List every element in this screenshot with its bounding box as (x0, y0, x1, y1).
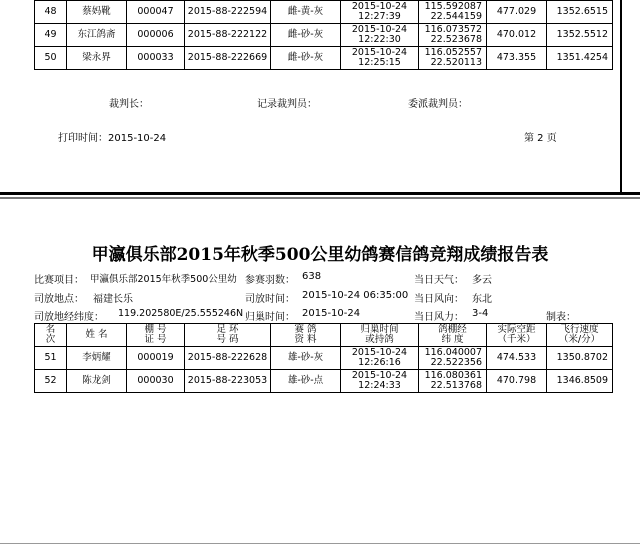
table-row (35, 1, 613, 24)
loft-no-cell: 000030 (127, 370, 185, 393)
speed-cell: 1352.5512 (547, 24, 613, 47)
header-loft-coord: 鸽棚经 纬 度 (419, 324, 487, 347)
name-cell: 梁永界 (67, 47, 127, 70)
name-cell: 蔡妈靴 (67, 1, 127, 24)
distance-cell: 473.355 (487, 47, 547, 70)
loft-coord-cell: 116.080361 22.513768 (419, 370, 487, 393)
release-coord-label: 司放地经纬度： (34, 312, 104, 323)
entries-label: 参赛羽数： (245, 275, 295, 286)
header-distance: 实际空距 （千米） (487, 324, 547, 347)
table-row (35, 47, 613, 70)
name-cell: 东江鸽斋 (67, 24, 127, 47)
release-coord-value: 119.202580E/25.555246N (118, 308, 244, 319)
page-number: 第 2 页 (524, 133, 557, 144)
referee-chief-label: 裁判长： (109, 99, 149, 110)
speed-cell: 1351.4254 (547, 47, 613, 70)
race-label: 比赛项目： (34, 275, 84, 286)
distance-cell: 470.012 (487, 24, 547, 47)
loft-coord-cell: 116.040007 22.522356 (419, 347, 487, 370)
ring-no-cell: 2015-88-222628 (185, 347, 271, 370)
return-time-cell: 2015-10-24 12:25:15 (341, 47, 419, 70)
ring-no-cell: 2015-88-222669 (185, 47, 271, 70)
wind-force-label: 当日风力： (414, 312, 464, 323)
dispatch-referee-label: 委派裁判员： (408, 99, 468, 110)
results-table-page-2 (34, 0, 613, 70)
name-cell: 陈龙剑 (67, 370, 127, 393)
weather-label: 当日天气： (414, 275, 464, 286)
release-place-label: 司放地点： (34, 294, 84, 305)
rank-cell: 52 (35, 370, 67, 393)
pigeon-info-cell: 雄-砂-点 (271, 370, 341, 393)
wind-force-value: 3-4 (472, 308, 489, 319)
report-page-3 (0, 200, 640, 544)
return-time-value: 2015-10-24 (302, 308, 361, 319)
pigeon-info-cell: 雌-砂-灰 (271, 47, 341, 70)
ring-no-cell: 2015-88-223053 (185, 370, 271, 393)
loft-no-cell: 000006 (127, 24, 185, 47)
ring-no-cell: 2015-88-222594 (185, 1, 271, 24)
header-loft-no: 棚 号 证 号 (127, 324, 185, 347)
table-row (35, 347, 613, 370)
entries-value: 638 (302, 271, 322, 282)
weather-value: 多云 (472, 275, 492, 286)
distance-cell: 477.029 (487, 1, 547, 24)
distance-cell: 470.798 (487, 370, 547, 393)
table-header-row (35, 324, 613, 347)
page-edge (620, 0, 622, 192)
rank-cell: 50 (35, 47, 67, 70)
report-page-2 (0, 0, 640, 192)
header-ring-no: 足 环 号 码 (185, 324, 271, 347)
maker-label: 制表： (546, 312, 576, 323)
rank-cell: 51 (35, 347, 67, 370)
speed-cell: 1350.8702 (547, 347, 613, 370)
header-name: 姓 名 (67, 324, 127, 347)
release-place-value: 福建长乐 (93, 294, 133, 305)
ring-no-cell: 2015-88-222122 (185, 24, 271, 47)
rank-cell: 49 (35, 24, 67, 47)
report-title: 甲瀛俱乐部2015年秋季500公里幼鸽赛信鸽竞翔成绩报告表 (91, 245, 549, 265)
wind-direction-label: 当日风向： (414, 294, 464, 305)
wind-direction-value: 东北 (472, 294, 492, 305)
results-table-page-3 (34, 323, 613, 393)
record-referee-label: 记录裁判员： (257, 99, 317, 110)
name-cell: 李炳耀 (67, 347, 127, 370)
release-time-label: 司放时间： (245, 294, 295, 305)
return-time-cell: 2015-10-24 12:26:16 (341, 347, 419, 370)
return-time-cell: 2015-10-24 12:27:39 (341, 1, 419, 24)
pigeon-info-cell: 雄-砂-灰 (271, 347, 341, 370)
loft-coord-cell: 116.073572 22.523678 (419, 24, 487, 47)
return-time-cell: 2015-10-24 12:24:33 (341, 370, 419, 393)
distance-cell: 474.533 (487, 347, 547, 370)
return-time-cell: 2015-10-24 12:22:30 (341, 24, 419, 47)
speed-cell: 1352.6515 (547, 1, 613, 24)
table-row (35, 370, 613, 393)
header-pigeon-info: 赛 鸽 资 料 (271, 324, 341, 347)
loft-no-cell: 000019 (127, 347, 185, 370)
speed-cell: 1346.8509 (547, 370, 613, 393)
race-value: 甲瀛俱乐部2015年秋季500公里幼 (90, 274, 237, 285)
loft-no-cell: 000033 (127, 47, 185, 70)
print-time: 打印时间：2015-10-24 (58, 133, 167, 144)
return-time-label: 归巢时间： (245, 312, 295, 323)
pigeon-info-cell: 雌-黄-灰 (271, 1, 341, 24)
loft-coord-cell: 115.592087 22.544159 (419, 1, 487, 24)
header-return-time: 归巢时间 或持鸽 (341, 324, 419, 347)
header-rank: 名 次 (35, 324, 67, 347)
table-row (35, 24, 613, 47)
page-separator (0, 192, 640, 200)
loft-coord-cell: 116.052557 22.520113 (419, 47, 487, 70)
pigeon-info-cell: 雌-砂-灰 (271, 24, 341, 47)
release-time-value: 2015-10-24 06:35:00 (302, 290, 409, 301)
rank-cell: 48 (35, 1, 67, 24)
header-speed: 飞行速度 （米/分） (547, 324, 613, 347)
loft-no-cell: 000047 (127, 1, 185, 24)
